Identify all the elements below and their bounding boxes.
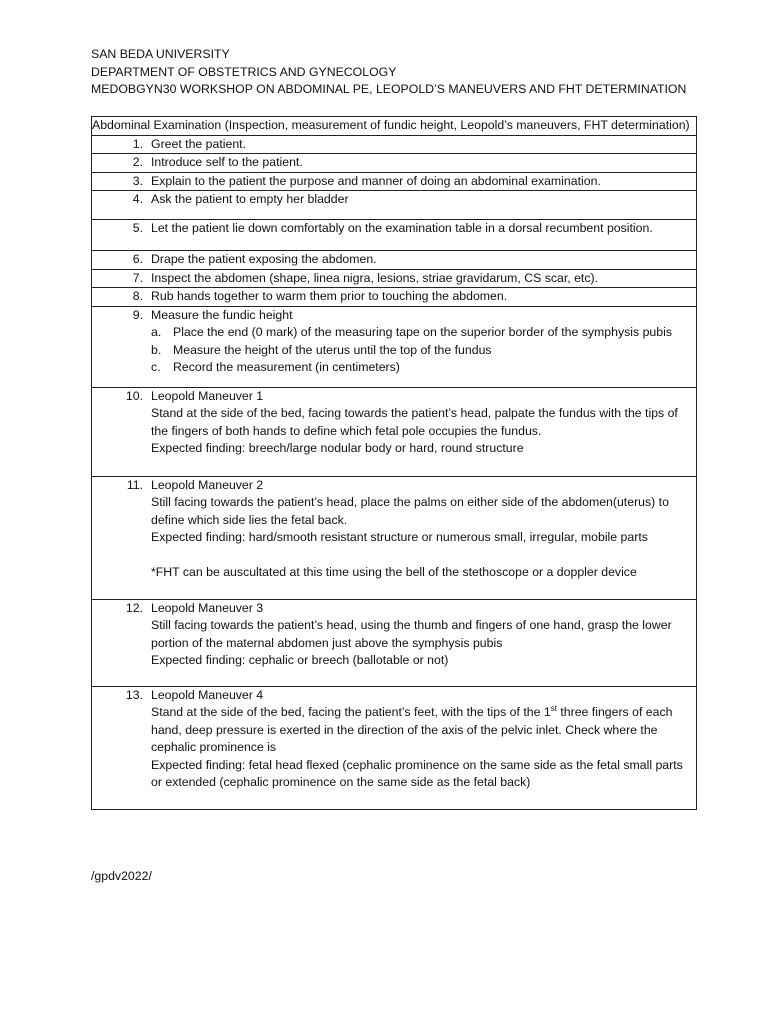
intro-row bbox=[92, 117, 697, 136]
step-number: 9. bbox=[132, 307, 143, 322]
step-text: Greet the patient. bbox=[151, 136, 247, 151]
sub-step bbox=[151, 342, 696, 360]
table-row bbox=[92, 269, 697, 288]
step-number: 13. bbox=[125, 687, 143, 702]
sub-step-letter: c. bbox=[151, 360, 161, 374]
table-row bbox=[92, 306, 697, 387]
sub-step bbox=[151, 324, 696, 342]
step-number: 5. bbox=[132, 221, 143, 235]
maneuver-title: Leopold Maneuver 1 bbox=[151, 388, 264, 403]
table-row bbox=[92, 220, 697, 251]
maneuver-title: Leopold Maneuver 3 bbox=[151, 600, 264, 615]
expected-finding: Expected finding: hard/smooth resistant structure or numerous small, irregular, mobile parts bbox=[151, 530, 648, 544]
table-row bbox=[92, 387, 697, 476]
table-row bbox=[92, 172, 697, 191]
step-number: 2. bbox=[132, 155, 143, 169]
department-name: DEPARTMENT OF OBSTETRICS AND GYNECOLOGY bbox=[91, 64, 397, 79]
intro-text: Abdominal Examination (Inspection, measurement of fundic height, Leopold’s maneuvers, FHT determination) bbox=[92, 117, 697, 136]
step-number: 12. bbox=[125, 600, 143, 615]
step-number: 1. bbox=[132, 136, 143, 151]
sub-step-letter: b. bbox=[151, 342, 162, 357]
table-row bbox=[92, 191, 697, 220]
instructions-part: Stand at the side of the bed, facing the patient’s feet, with the tips of the 1 bbox=[151, 705, 551, 719]
footer-code: /gpdv2022/ bbox=[91, 869, 152, 883]
sub-step-text: Measure the height of the uterus until the top of the fundus bbox=[173, 342, 492, 357]
expected-finding: Expected finding: cephalic or breech (ballotable or not) bbox=[151, 653, 449, 667]
maneuver-instructions: Still facing towards the patient’s head, using the thumb and fingers of one hand, grasp the lower portion of the maternal abdomen just above the symphysis pubis bbox=[151, 618, 672, 650]
university-name: SAN BEDA UNIVERSITY bbox=[91, 47, 230, 61]
table-row bbox=[92, 154, 697, 173]
table-row bbox=[92, 251, 697, 270]
document-header bbox=[91, 46, 686, 99]
ordinal-suffix: st bbox=[550, 703, 557, 713]
sub-step-text: Place the end (0 mark) of the measuring tape on the superior border of the symphysis pubis bbox=[173, 325, 672, 339]
expected-finding: Expected finding: breech/large nodular body or hard, round structure bbox=[151, 441, 524, 455]
sub-step bbox=[151, 359, 696, 377]
maneuver-instructions: Still facing towards the patient’s head, place the palms on either side of the abdomen(uterus) to define which side lies the fetal back. bbox=[151, 495, 669, 527]
step-text: Let the patient lie down comfortably on the examination table in a dorsal recumbent position. bbox=[151, 221, 653, 235]
maneuver-title: Leopold Maneuver 4 bbox=[151, 687, 264, 702]
step-number: 6. bbox=[132, 252, 143, 266]
fht-note: *FHT can be auscultated at this time using the bell of the stethoscope or a doppler device bbox=[151, 564, 637, 579]
step-text: Explain to the patient the purpose and manner of doing an abdominal examination. bbox=[151, 173, 601, 188]
step-number: 7. bbox=[132, 270, 143, 285]
step-number: 4. bbox=[132, 192, 143, 206]
step-number: 11. bbox=[126, 477, 143, 492]
table-row bbox=[92, 476, 697, 599]
instructions-part: three fingers of each hand, deep pressure is exerted in the direction of the axis of the pelvic inlet. Check where the cephalic prominence is bbox=[151, 705, 673, 754]
workshop-title: MEDOBGYN30 WORKSHOP ON ABDOMINAL PE, LEOPOLD’S MANEUVERS AND FHT DETERMINATION bbox=[91, 82, 687, 96]
table-row bbox=[92, 135, 697, 154]
step-number: 8. bbox=[132, 289, 143, 303]
step-text: Drape the patient exposing the abdomen. bbox=[151, 252, 377, 266]
step-number: 10. bbox=[125, 388, 143, 403]
sub-step-letter: a. bbox=[151, 325, 162, 339]
table-row bbox=[92, 288, 697, 307]
expected-finding: Expected finding: fetal head flexed (cephalic prominence on the same side as the fetal small parts or extended (cephalic prominence on the same side as the fetal back) bbox=[151, 757, 683, 789]
step-text: Introduce self to the patient. bbox=[151, 155, 303, 169]
step-text: Inspect the abdomen (shape, linea nigra, lesions, striae gravidarum, CS scar, etc). bbox=[151, 270, 599, 285]
step-text: Measure the fundic height bbox=[151, 307, 293, 322]
step-number: 3. bbox=[132, 173, 143, 188]
table-row bbox=[92, 686, 697, 809]
maneuver-instructions bbox=[151, 704, 696, 757]
exam-checklist-table bbox=[91, 116, 697, 810]
table-row bbox=[92, 599, 697, 686]
sub-step-text: Record the measurement (in centimeters) bbox=[173, 360, 400, 374]
step-text: Ask the patient to empty her bladder bbox=[151, 192, 349, 206]
maneuver-title: Leopold Maneuver 2 bbox=[151, 477, 264, 492]
step-text: Rub hands together to warm them prior to touching the abdomen. bbox=[151, 289, 508, 303]
maneuver-instructions: Stand at the side of the bed, facing towards the patient’s head, palpate the fundus with the tips of the fingers of both hands to define which fetal pole occupies the fundus. bbox=[151, 406, 678, 438]
